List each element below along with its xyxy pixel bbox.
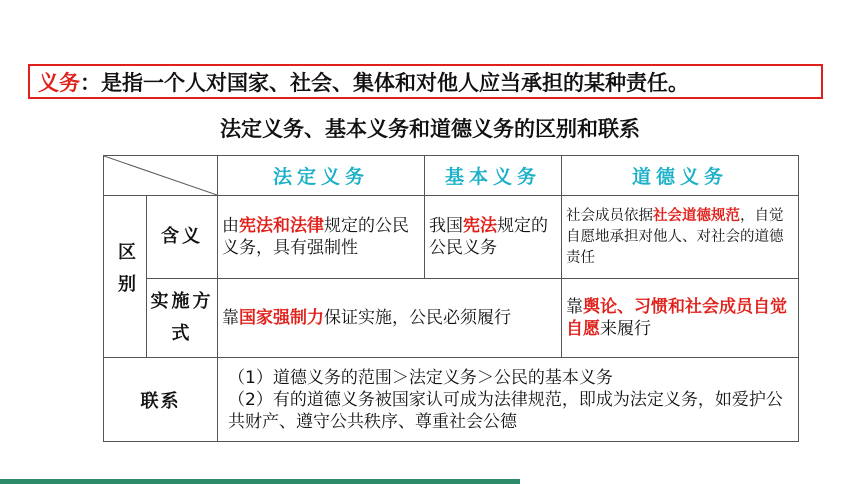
header-legal-duty: 法定义务 (218, 156, 425, 196)
row-label-implementation: 实施方式 (147, 279, 218, 358)
definition-term: 义务 (38, 70, 80, 95)
footer-green-rule (0, 479, 520, 484)
meaning-legal-cell: 由宪法和法律规定的公民义务，具有强制性 (218, 196, 425, 279)
connection-label: 联系 (104, 358, 218, 442)
table-title: 法定义务、基本义务和道德义务的区别和联系 (220, 117, 640, 141)
definition-colon: ： (80, 70, 101, 95)
implementation-row (104, 279, 799, 358)
header-row (104, 156, 799, 196)
implementation-legal-basic-cell: 靠国家强制力保证实施，公民必须履行 (218, 279, 562, 358)
connection-line-1: （1）道德义务的范围＞法定义务＞公民的基本义务 (228, 367, 613, 388)
header-basic-duty: 基本义务 (425, 156, 562, 196)
meaning-basic-cell: 我国宪法规定的公民义务 (425, 196, 562, 279)
meaning-row (104, 196, 799, 279)
difference-label: 区别 (104, 196, 147, 358)
definition-box (28, 64, 823, 99)
diagonal-line (104, 156, 217, 195)
implementation-moral-cell: 靠舆论、习惯和社会成员自觉自愿来履行 (562, 279, 799, 358)
header-moral-duty: 道德义务 (562, 156, 799, 196)
diagonal-corner-cell (104, 156, 218, 196)
meaning-moral-cell: 社会成员依据社会道德规范，自觉自愿地承担对他人、对社会的道德责任 (562, 196, 799, 279)
connection-content-cell (218, 358, 799, 442)
definition-text: 是指一个人对国家、社会、集体和对他人应当承担的某种责任。 (101, 70, 689, 95)
row-label-meaning: 含义 (147, 196, 218, 279)
connection-line-2: （2）有的道德义务被国家认可成为法律规范，即成为法定义务，如爱护公共财产、遵守公共秩序、尊重社会公德 (228, 389, 783, 432)
comparison-table (103, 155, 799, 442)
connection-row (104, 358, 799, 442)
